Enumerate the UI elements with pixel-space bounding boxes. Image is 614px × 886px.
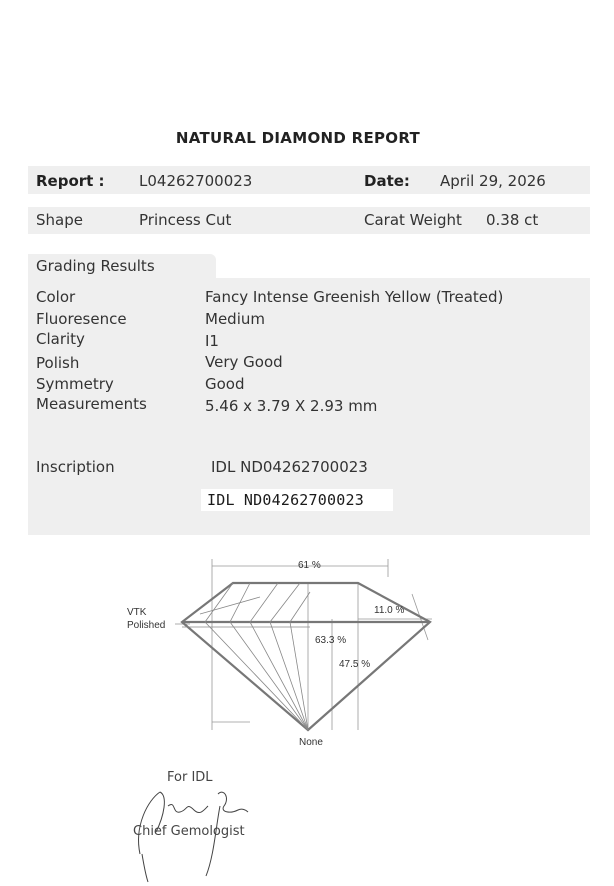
grading-label-measurements: Measurements [36, 395, 147, 413]
grading-section-title: Grading Results [36, 257, 155, 275]
grading-label-fluorescence: Fluoresence [36, 310, 127, 328]
grading-value-measurements: 5.46 x 3.79 X 2.93 mm [205, 397, 378, 415]
girdle-label-vtk: VTK [127, 607, 147, 618]
depth-percent-label: 63.3 % [315, 635, 347, 646]
table-percent-label: 61 % [298, 560, 321, 571]
report-number: L04262700023 [139, 172, 253, 190]
date-label: Date: [364, 172, 410, 190]
grading-label-color: Color [36, 288, 76, 306]
inscription-value: IDL ND04262700023 [211, 458, 368, 476]
pavilion-percent-label: 47.5 % [339, 659, 371, 670]
report-title: NATURAL DIAMOND REPORT [175, 129, 421, 147]
crown-percent-label: 11.0 % [374, 605, 405, 616]
grading-value-symmetry: Good [205, 375, 245, 393]
grading-value-polish: Very Good [205, 353, 283, 371]
culet-label: None [299, 737, 323, 748]
shape-value: Princess Cut [139, 211, 232, 229]
for-idl-label: For IDL [167, 770, 213, 785]
chief-gemologist-label: Chief Gemologist [133, 824, 245, 839]
laser-inscription-text: IDL ND04262700023 [207, 491, 364, 509]
grading-label-symmetry: Symmetry [36, 375, 114, 393]
girdle-label-polished: Polished [127, 620, 166, 631]
shape-label: Shape [36, 211, 83, 229]
carat-value: 0.38 ct [486, 211, 539, 229]
grading-value-fluorescence: Medium [205, 310, 265, 328]
grading-value-color: Fancy Intense Greenish Yellow (Treated) [205, 288, 504, 306]
date-value: April 29, 2026 [440, 172, 546, 190]
grading-label-polish: Polish [36, 354, 80, 372]
carat-label: Carat Weight [364, 211, 462, 229]
inscription-label: Inscription [36, 458, 115, 476]
report-label: Report : [36, 172, 105, 190]
proportion-diagram [120, 552, 440, 752]
grading-value-clarity: I1 [205, 332, 219, 350]
grading-label-clarity: Clarity [36, 330, 85, 348]
